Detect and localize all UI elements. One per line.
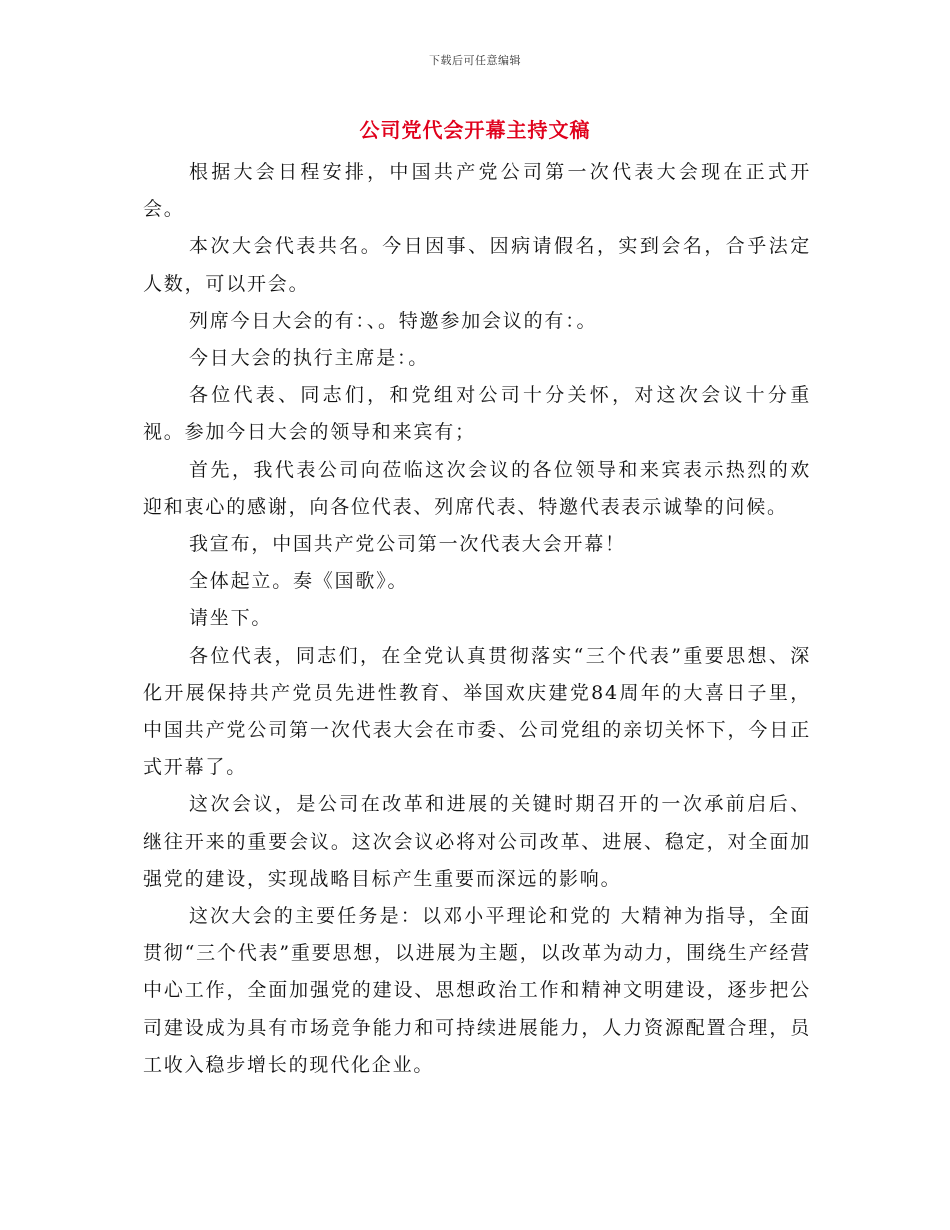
- paragraph-5: 各位代表、同志们，和党组对公司十分关怀，对这次会议十分重视。参加今日大会的领导和来宾有；: [143, 384, 811, 444]
- document-body: [143, 154, 811, 1084]
- document-title: 公司党代会开幕主持文稿: [359, 118, 591, 142]
- paragraph-2: 本次大会代表共名。今日因事、因病请假名，实到会名，合乎法定人数，可以开会。: [143, 235, 811, 295]
- paragraph-7: 我宣布，中国共产党公司第一次代表大会开幕！: [189, 533, 626, 556]
- paragraph-6: 首先，我代表公司向莅临这次会议的各位领导和来宾表示热烈的欢迎和衷心的感谢，向各位代表、列席代表、特邀代表表示诚挚的问候。: [143, 458, 811, 518]
- paragraph-4: 今日大会的执行主席是：。: [189, 347, 430, 370]
- paragraph-9: 请坐下。: [189, 607, 273, 630]
- paragraph-11: 这次会议，是公司在改革和进展的关键时期召开的一次承前启后、继往开来的重要会议。这次会议必将对公司改革、进展、稳定，对全面加强党的建设，实现战略目标产生重要而深远的影响。: [143, 793, 811, 890]
- paragraph-10: 各位代表，同志们，在全党认真贯彻落实“三个代表”重要思想、深化开展保持共产党员先进性教育、举国欢庆建党84周年的大喜日子里，中国共产党公司第一次代表大会在市委、公司党组的亲切关怀下，今日正式开幕了。: [143, 644, 811, 779]
- header-note: 下载后可任意编辑: [429, 54, 521, 67]
- paragraph-12: 这次大会的主要任务是：以邓小平理论和党的 大精神为指导，全面贯彻“三个代表”重要思想，以进展为主题，以改革为动力，围绕生产经营中心工作，全面加强党的建设、思想政治工作和精神文明建设，逐步把公司建设成为具有市场竞争能力和可持续进展能力，人力资源配置合理，员工收入稳步增长的现代化企业。: [143, 905, 811, 1076]
- paragraph-3: 列席今日大会的有：、。特邀参加会议的有：。: [189, 309, 598, 332]
- paragraph-1: 根据大会日程安排，中国共产党公司第一次代表大会现在正式开会。: [143, 161, 811, 221]
- paragraph-8: 全体起立。奏《国歌》。: [189, 570, 409, 593]
